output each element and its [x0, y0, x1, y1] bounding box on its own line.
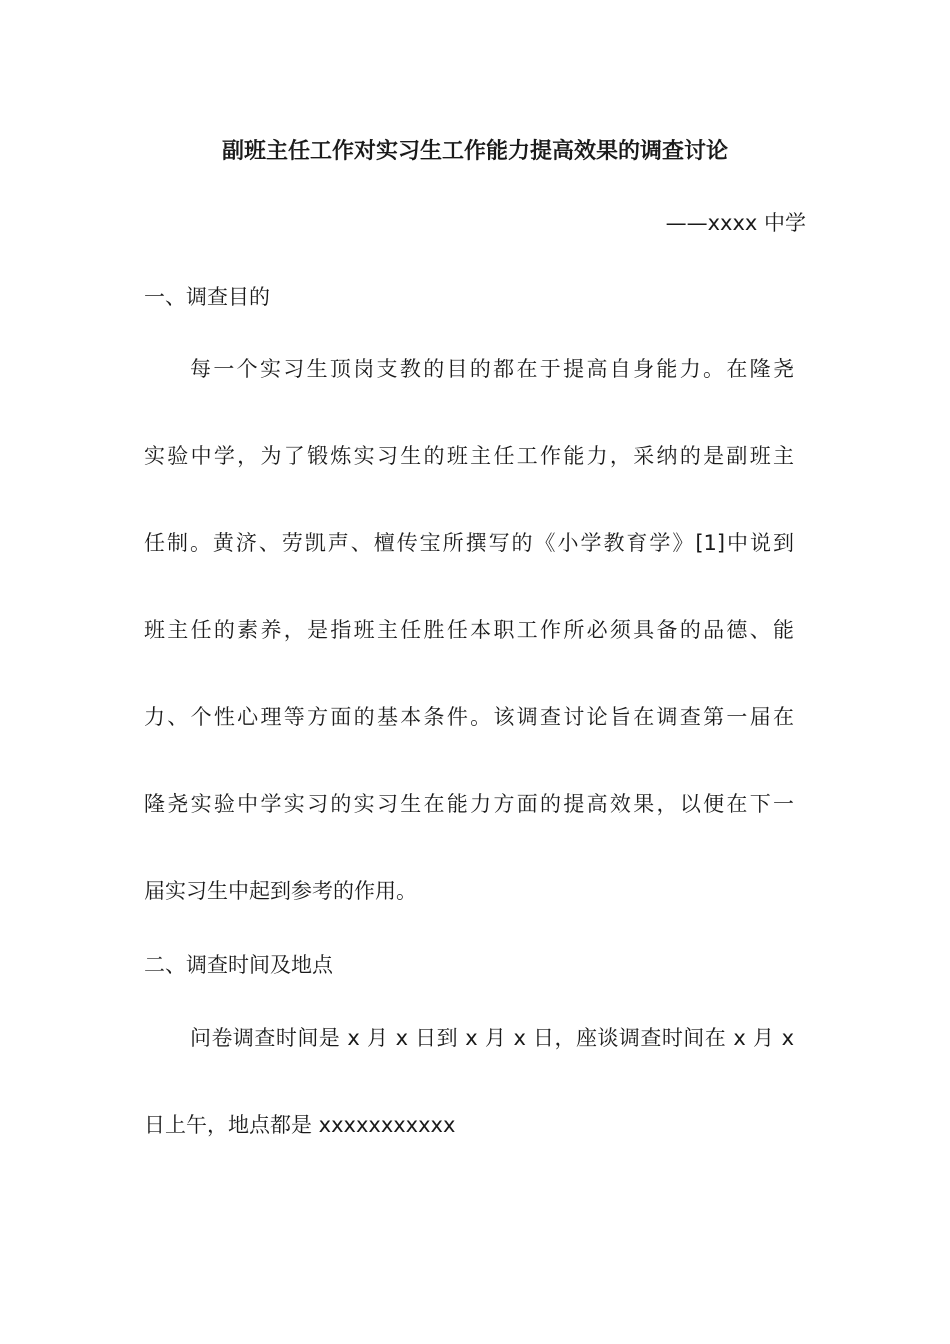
- paragraph-line: 力、个性心理等方面的基本条件。该调查讨论旨在调查第一届在: [144, 705, 794, 729]
- paragraph-line: 每一个实习生顶岗支教的目的都在于提高自身能力。在隆尧: [190, 357, 794, 381]
- paragraph-line: 隆尧实验中学实习的实习生在能力方面的提高效果，以便在下一: [144, 792, 794, 816]
- paragraph-line: 实验中学，为了锻炼实习生的班主任工作能力，采纳的是副班主: [144, 444, 794, 468]
- section-heading-purpose: 一、调查目的: [144, 285, 270, 309]
- paragraph-line: 届实习生中起到参考的作用。: [144, 879, 417, 903]
- section-heading-time-place: 二、调查时间及地点: [144, 953, 333, 977]
- paragraph-line: 问卷调查时间是 x 月 x 日到 x 月 x 日，座谈调查时间在 x 月 x: [190, 1026, 794, 1050]
- paragraph-line: 班主任的素养，是指班主任胜任本职工作所必须具备的品德、能: [144, 618, 794, 642]
- document-byline: ——xxxx 中学: [665, 211, 806, 235]
- document-title: 副班主任工作对实习生工作能力提高效果的调查讨论: [221, 139, 728, 164]
- paragraph-line: 任制。黄济、劳凯声、檀传宝所撰写的《小学教育学》[1]中说到: [144, 531, 794, 555]
- paragraph-line: 日上午，地点都是 xxxxxxxxxxx: [144, 1113, 456, 1137]
